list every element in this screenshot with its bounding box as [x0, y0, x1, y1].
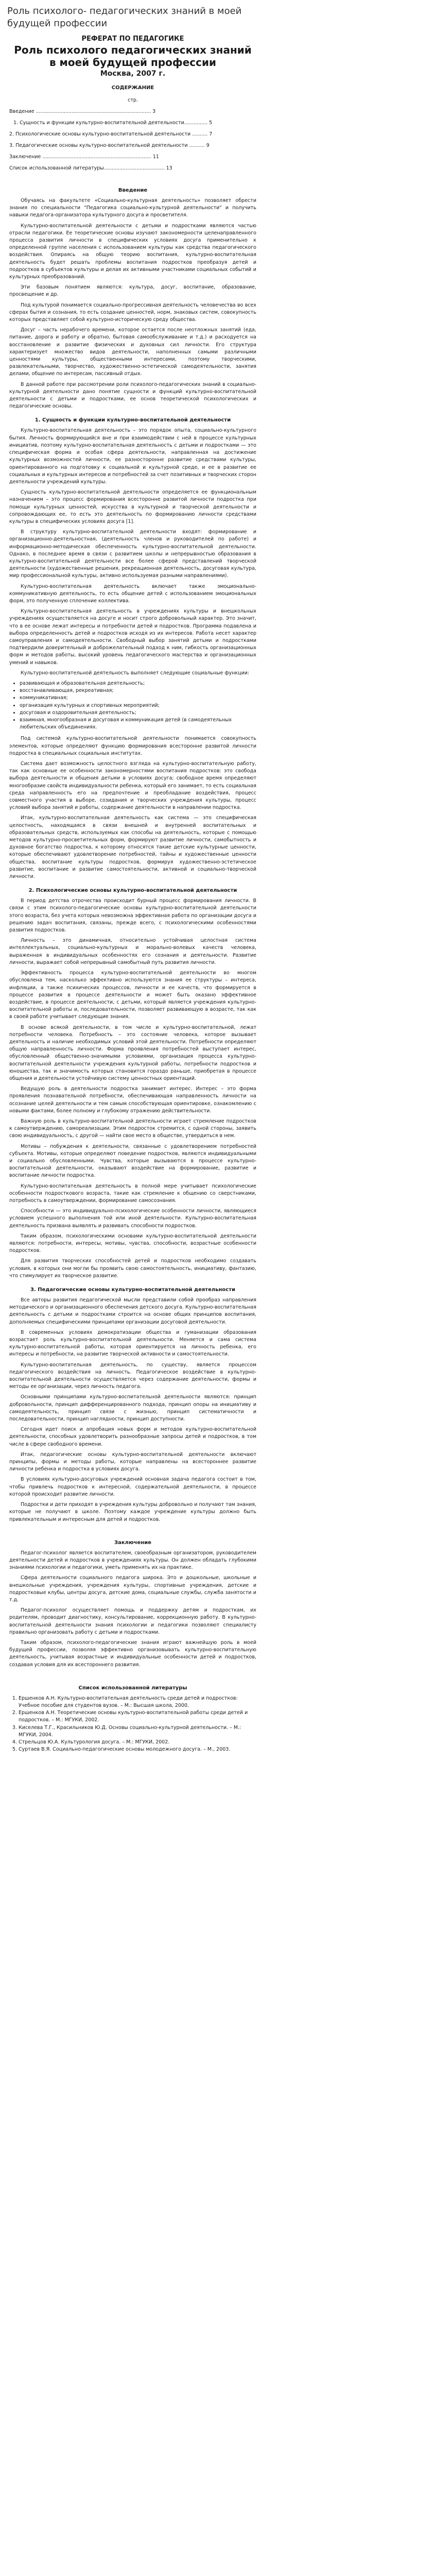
section-3-paragraph: Основными принципами культурно-воспитательной деятельности являются: принцип добровольности, принцип дифференцированного подхода, принцип опоры на инициативу и самодеятельность, принцип связи с жизнью, принцип систематичности и последовательности, принцип наглядности, принцип доступности.	[9, 1394, 256, 1422]
intro-paragraph: Досуг – часть нерабочего времени, которое остается после неотложных занятий (еда, питание, дорога и работу и обратно, бытовая самообслуживание и т.д.) и расходуется на восстановление и развитие физических и духовных сил личности. Его структура характеризует множество видов деятельности, наполненных самыми различными ценностями культуры, общественными интересами, поэтому творческими, развлекательными, творчество, художественно-эстетической самодеятельности, занятия делами, общение по интересам, пассивный отдых.	[9, 327, 256, 377]
section-3-paragraph: В условиях культурно-досуговых учреждений основная задача педагога состоит в том, чтобы привлечь подростков к интересной, содержательной деятельности, в процессе которой происходит развитие личности.	[9, 1477, 256, 1497]
header-city: Москва, 2007 г.	[100, 70, 166, 78]
section-2-paragraph: Эффективность процесса культурно-воспитательной деятельности во многом обусловлена тем, насколько эффективно используются знания ее структуры – интереса, инфляции, а также психических процессов, личности и ее качеств, что формируется в процессе развития в процессе деятельности и может быть оказано эффективное воздействие, в процессе деятельности, с детьми, который является учреждения культурно-воспитательной работы и, последовательности, позволяет развивающую в возрасте, так как в своей работе учитывает следующие знания.	[9, 970, 256, 1020]
toc-subtitle: стр.	[128, 97, 138, 103]
references-title: Список использованной литературы	[78, 1685, 187, 1691]
section-2-paragraph: Личность – это динамичная, относительно устойчивая целостная система интеллектуальных, социально-культурных и морально-волевых качеств человека, выраженная в индивидуальных особенностях его сознания и деятельности. Развитие личности, выражает собой непрерывный самобытный путь развития личности.	[9, 938, 256, 965]
intro-paragraph: Культурно-воспитательной деятельности с детьми и подростками являются частью отрасли педагогики. Ее теоретические основы изучают закономерности целенаправленного процесса развития личности в специфических условиях досуга применительно к определенной группе населения с использованием культуры как средства педагогического воздействия. Опираясь на общую теорию воспитания, культурно-воспитательная деятельность будет решать проблемы воспитания подростков преобразуя детей и подростков в субъектов культуры и делая их активными участниками социальных событий и культурных преобразований.	[9, 223, 256, 280]
conclusion-paragraph: Педагог-психолог осуществляет помощь и поддержку детям и подросткам, их родителям, проводит диагностику, консультирование, коррекционную работу. В культурно-воспитательной деятельности знания психологии и педагогики позволяют специалисту правильно организовать работу с детьми и подростками.	[9, 1607, 256, 1635]
section-1-paragraph: Сущность культурно-воспитательной деятельности определяется ее функциональным назначением – это процесс формирования всесторонне развитой личности подростка при помощи культурных ценностей, искусства в культурной и творческой деятельности и сопровождающих ее, то есть это деятельность по формированию личности средствами культуры в специфических условиях досуга [1].	[9, 489, 256, 524]
section-2-paragraph: Важную роль в культурно-воспитательной деятельности играет стремление подростков к самоутверждению, самореализации. Этим подросток стремится, с одной стороны, заявить свою индивидуальность, с другой — найти свое место в обществе, утвердиться в нем.	[9, 1118, 256, 1139]
reference-item: 2. Ершенков А.Н. Теоретические основы культурно-воспитательной работы среди детей и подростков. – М.: МГУКИ, 2002.	[19, 1709, 256, 1724]
list-item: • организация культурных и спортивных мероприятий;	[20, 702, 256, 709]
section-3-paragraph: Итак, педагогические основы культурно-воспитательной деятельности включают принципы, формы и методы работы, которые направлены на всестороннее развитие личности ребенка и подростка в условиях досуга.	[9, 1451, 256, 1472]
toc-item: Введение .......................................................................... 3	[9, 109, 156, 114]
section-1-paragraph: Культурно-воспитательная деятельность в учреждениях культуры и внешкольных учреждениях осуществляется на досуге и носит строго добровольный характер. Это значит, что в ее основе лежат интересы и потребности детей и подростков. Программа подавлена и выбора определенность детей и подростков исходя из их интересов. Работа несет характер самоуправления и самодеятельности. Свободный выбор занятий детьми и подростками подтвердили доверительный и доброжелательный подход к ним, гибкость организационных форм и методов работы, высокий уровень педагогического мастерства и организационных умений и навыков.	[9, 608, 256, 666]
intro-paragraph: В данной работе при рассмотрении роли психолого-педагогических знаний в социально-культурной деятельности дано понятие сущности и функций культурно-воспитательной деятельности с детьми и подростками, ее основ теоретической психологических и педагогические основы.	[9, 381, 256, 410]
section-2-paragraph: Ведущую роль в деятельности подростка занимает интерес. Интерес – это форма проявления познавательной потребности, обеспечивающая направленность личности на осознание целей деятельности и тем самым способствующая ориентировке, ознакомлению с новыми фактами, более полному и глубокому отражению действительности.	[9, 1086, 256, 1114]
intro-title: Введение	[118, 188, 148, 193]
section-2-paragraph: Культурно-воспитательная деятельность в полной мере учитывает психологические особенности подросткового возраста, такие как стремление к общению со сверстниками, потребность в самоутверждении, формирование самосознания.	[9, 1183, 256, 1204]
document-title: Роль психолого- педагогических знаний в моей будущей профессии	[7, 6, 242, 29]
section-1-paragraph: Культурно-воспитательной деятельность выполняет следующие социальные функции:	[21, 670, 250, 676]
section-2-paragraph: Мотивы – побуждения к деятельности, связанные с удовлетворением потребностей субъекта. Мотивы, которые определяют поведение подростков, являются индивидуальными и социально обусловленными. Чувства, которые вызываются в процессе культурно-воспитательной деятельности, оказывают воздействие на формирование, развитие и воспитание личности подростка.	[9, 1143, 256, 1179]
section-3-paragraph: В современных условиях демократизации общества и гуманизации образования возрастает роль культурно-воспитательной деятельности. Меняется и сама система культурно-воспитательной работы, которая ориентируется на личность ребенка, его интересы и потребности, на развитие творческой активности и самостоятельности.	[9, 1329, 256, 1358]
conclusion-paragraph: Педагог-психолог является воспитателем, своеобразным организатором, руководителем деятельности детей и подростков в учреждениях культуры. Он должен обладать глубокими знаниями психологии и педагогики, уметь применять их на практике.	[9, 1550, 256, 1571]
section-3-paragraph: Подростки и дети приходят в учреждения культуры добровольно и получают там знания, которые не получают в школе. Поэтому каждое учреждение культуры должно быть привлекательным и интересным для детей и подростков.	[9, 1502, 256, 1522]
toc-item: 1. Сущность и функции культурно-воспитательной деятельности............... 5	[13, 120, 213, 126]
section-3-paragraph: Сегодня идет поиск и апробация новых форм и методов культурно-воспитательной деятельности, способных удовлетворить разнообразные запросы детей и подростков, в том числе в сфере свободного времени.	[9, 1427, 256, 1447]
conclusion-paragraph: Сфера деятельности социального педагога широка. Это и дошкольные, школьные и внешкольные учреждения, учреждения культуры, спортивные учреждения, детские и подростковые клубы, центры досуга, детские дома, социальные службы, служба занятости и т.д.	[9, 1575, 256, 1603]
reference-item: 3. Киселева Т.Г., Красильников Ю.Д. Основы социально-культурной деятельности. – М.: МГУКИ, 2004.	[19, 1724, 256, 1739]
references-list	[9, 1695, 256, 1754]
section-1-paragraph: Система дает возможность целостного взгляда на культурно-воспитательную работу, так как основные ее особенности закономерностями воспитания подростков: это свобода выбора деятельности и общения детьми в условиях досуга; свободное время определяют многообразие свойств индивидуальности ребенка, который его занимает, то есть социальная среда направленность его на предпочтение и преобладание воздействия, процесс совместного участия в выборе, созидания и творческих учреждения культуры, процесс условий выбора занятий и работы, содержание деятельности в направлении подростка.	[9, 761, 256, 811]
section-1-paragraph: Культурно-воспитательная деятельность – это порядок опыта, социально-культурного бытия. Личность формирующийся вне и при взаимодействии с ней в процессе культурных инициатив, поэтому культурно-воспитательная деятельность с детьми и подростками — это специфическая форма и особая сфера деятельности, направленная на достижение культурных возможностей личности, ее разносторонне развитие средствами культуры, ориентированного на подготовку к социальной и культурной среде, и ее в развитие ее социальных и культурных интересов и потребностей за счет позитивных и творческих сторон деятельности учреждений культуры.	[9, 428, 256, 485]
list-item: • коммуникативная;	[20, 694, 256, 702]
section-3-paragraph: Культурно-воспитательная деятельность, по существу, является процессом педагогического воздействия на личность. Педагогическое воздействие в культурно-воспитательной деятельности осуществляется через содержание деятельности, формы и методы ее организации, через личность педагога.	[9, 1362, 256, 1390]
section-1-title: 1. Сущность и функции культурно-воспитательной деятельности	[34, 417, 231, 423]
reference-item: 5. Суртаев В.Я. Социально-педагогические основы молодежного досуга. – М., 2003.	[19, 1746, 256, 1753]
list-item: • развивающая и образовательная деятельность;	[20, 680, 256, 687]
list-item: • досуговая и оздоровительная деятельность;	[20, 709, 256, 717]
functions-list	[9, 680, 256, 731]
section-2-paragraph: В период детства отрочества происходит бурный процесс формирования личности. В связи с этим психолого-педагогические основы культурно-воспитательной деятельности этого возраста, без учета которых невозможна эффективная работа по организации досуга и решению задач воспитания, связаны, прежде всего, с психологическими особенностями развития подростков.	[9, 898, 256, 934]
intro-paragraph: Обучаясь на факультете «Социально-культурная деятельность» позволяет обрести знания по специальности "Педагогика социально-культурной деятельности" и получить навыки педагога-организатора культурного досуга и просветителя.	[9, 198, 256, 218]
section-1-paragraph: Под системой культурно-воспитательной деятельности понимается совокупность элементов, которые определяют функцию формирования всесторонне развитой личности подростка в специальных социальных институтах.	[9, 736, 256, 756]
intro-paragraph: Эти базовым понятием являются: культура, досуг, воспитание, образование, просвещение и др.	[9, 284, 256, 298]
section-1-paragraph: Культурно-воспитательная деятельность включает также эмоционально-коммуникативную деятельность, то есть общение детей с использованием эмоциональных форм, это полученную сплочение коллектива.	[9, 583, 256, 604]
section-1-paragraph: Итак, культурно-воспитательная деятельность как система — это специфическая целостность, находящаяся в связи внешней и внутренней воспитательных и образовательных средств, используемых как способы на деятельность, которые с помощью методов культурно-просветительных форм, формируют развитие личности, самобытность и духовное богатство подростка, к которому относятся такие детские культурные ценности, которые обеспечивают удовлетворение потребностей, тайны и художественные ценности общества, воспитание культуры подростков, формируя художественно-эстетическое развитие, воспитание и развитие самостоятельности, активной и социально-творческой личности.	[9, 815, 256, 880]
header-small: РЕФЕРАТ ПО ПЕДАГОГИКЕ	[81, 35, 184, 43]
section-1-paragraph: В структуру культурно-воспитательной деятельности входят: формирование и организационно-деятельностная, (деятельность членов и руководителей по работе) и информационно-методическая обеспеченность культурно-воспитательной деятельности. Однако, в последнее время в связи с развитием школы и непрерывностью образования в культурно-воспитательной деятельности все более сферой представлений творческой деятельности (художественные решения, рекреационная деятельность, досуговая культура, мир профессиональной культуры, активно используемая разными направлениями).	[9, 529, 256, 579]
toc-list	[9, 106, 256, 174]
conclusion-paragraph: Таким образом, психолого-педагогические знания играют важнейшую роль в моей будущей профессии, позволяя эффективно организовывать культурно-воспитательную деятельность, учитывая возрастные и индивидуальные особенности детей и подростков, создавая условия для их всестороннего развития.	[9, 1639, 256, 1668]
section-2-paragraph: Способности — это индивидуально-психологические особенности личности, являющиеся условием успешного выполнения той или иной деятельности. Культурно-воспитательная деятельность призвана выявлять и развивать способности подростков.	[9, 1208, 256, 1229]
section-2-paragraph: Таким образом, психологическими основами культурно-воспитательной деятельности являются: потребности, интересы, мотивы, чувства, способности, возрастные особенности подростков.	[9, 1233, 256, 1254]
toc-item: 2. Психологические основы культурно-воспитательной деятельности .......... 7	[9, 131, 213, 137]
list-item: • взаимная, многообразная и досуговая и коммуникация детей (в самодеятельных любительских объединениях.	[20, 717, 256, 731]
section-2-title: 2. Психологические основы культурно-воспитательной деятельности	[28, 888, 237, 894]
section-3-title: 3. Педагогические основы культурно-воспитательной деятельности	[30, 1287, 236, 1293]
reference-item: 4. Стрельцов Ю.А. Культурология досуга. – М.: МГУКИ, 2002.	[19, 1739, 256, 1746]
toc-item: Заключение ...................................................................... 11	[9, 154, 159, 160]
conclusion-title: Заключение	[114, 1539, 152, 1546]
intro-paragraph: Под культурой понимается социально-прогрессивная деятельность человечества во всех сферах бытия и сознания, то есть создание ценностей, норм, знаковых систем, совокупность которых представляет собой культурно-историческую среду общества.	[9, 302, 256, 323]
section-3-paragraph: Все авторы развития педагогической мысли представили собой прообраз направления методического и организационного обеспечения детского досуга. Культурно-воспитательная деятельность с детьми и подростками строится на основе общих принципов воспитания, дополняемых специфическими принципами организации досуговой деятельности.	[9, 1297, 256, 1325]
reference-item: 1. Ершенков А.Н. Культурно-воспитательная деятельность среди детей и подростков: Учебное пособие для студентов вузов. – М.: Высшая школа, 2000.	[19, 1695, 256, 1709]
header-big: Роль психолого педагогических знаний в моей будущей профессии	[14, 44, 252, 69]
list-item: • восстанавливающая, рекреативная;	[20, 687, 256, 694]
section-2-paragraph: Для развития творческих способностей детей и подростков необходимо создавать условия, в которых они могли бы проявить свою самостоятельность, инициативу, фантазию, что стимулирует их творческое развитие.	[9, 1258, 256, 1279]
toc-item: 3. Педагогические основы культурно-воспитательной деятельности .......... 9	[9, 143, 210, 148]
toc-title: СОДЕРЖАНИЕ	[111, 85, 154, 91]
toc-item: Список использованной литературы....................................... 13	[9, 165, 172, 171]
document-content	[9, 35, 256, 1753]
section-2-paragraph: В основе всякой деятельности, в том числе и культурно-воспитательной, лежат потребности человека. Потребность – это состояние человека, которое вызывает деятельность и наличие необходимых условий этой деятельности. Потребности определяют общую направленность личности. Форма проявления потребностей выступает интерес, обусловленный общественно-значимыми условиями, организация процесса культурно-воспитательной деятельности учреждения культурной работы, потребности подростков и юношества, так и значимость которых становится гораздо раньше, приобретая в процессе общения и деятельности устойчивую систему ценностных ориентаций.	[9, 1024, 256, 1081]
